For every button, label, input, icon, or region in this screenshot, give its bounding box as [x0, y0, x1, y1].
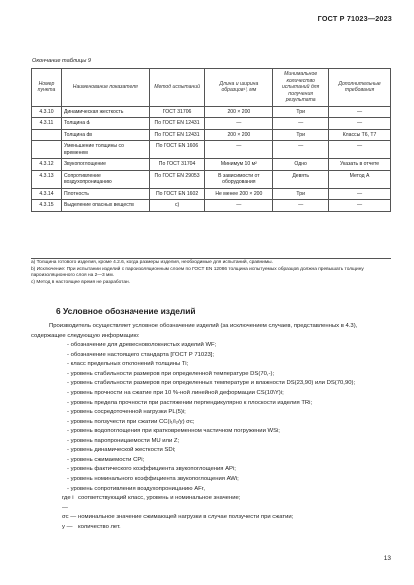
- section-title: 6 Условное обозначение изделий: [56, 306, 196, 316]
- table-row: [32, 141, 391, 159]
- table-cell: Сопротивление воздухопроницанию: [61, 170, 149, 188]
- table-cell: [32, 141, 62, 159]
- legend-row: [31, 513, 391, 523]
- table-cell: Три: [273, 129, 329, 141]
- footnote: b) Исключение: При испытании изделий с пароизоляционным слоем по ГОСТ EN 12086 толщина испытуемых образцов должна превышать толщину пароизоляционного слоя на 2—3 мм.: [31, 266, 364, 279]
- table-cell: —: [329, 188, 391, 200]
- list-item: - уровень предела прочности при растяжении перпендикулярно к плоскости изделия TRi;: [67, 399, 313, 406]
- table-cell: По ГОСТ EN 12431: [149, 118, 205, 130]
- page-header-doc-id: ГОСТ Р 71023—2023: [317, 14, 392, 23]
- legend-symbol: y —: [62, 523, 73, 530]
- table-cell: 4.3.11: [32, 118, 62, 130]
- list-item: - уровень стабильности размеров при определенных температуре и влажности DS(23,90) или DS(70,90);: [67, 380, 356, 387]
- table-cell: 4.3.13: [32, 170, 62, 188]
- list-item: - уровень прочности на сжатие при 10 %-ной линейной деформации CS(10\Y)i;: [67, 389, 284, 396]
- table-cell: Не менее 200 × 200: [205, 188, 273, 200]
- table-cell: Уменьшение толщины со временем: [61, 141, 149, 159]
- table-cell: —: [273, 141, 329, 159]
- legend-row: [31, 523, 391, 533]
- section-intro: Производитель осуществляет условное обозначение изделий (за исключением случаев, представленных в 4.3), содержащее следующую информацию:: [31, 323, 358, 339]
- column-header: Номер пункта: [32, 69, 62, 107]
- list-item: - уровень сосредоточенной нагрузки PL(5)i;: [67, 409, 186, 416]
- table-row: [32, 200, 391, 212]
- table-row: [32, 106, 391, 118]
- table-cell: По ГОСТ 31704: [149, 159, 205, 171]
- footnote: c) Метод в настоящее время не разработан.: [31, 279, 130, 285]
- list-item: - уровень ползучести при сжатии CC(i₁/i₂/y) σc;: [67, 418, 195, 425]
- table-cell: Три: [273, 188, 329, 200]
- legend-text: соответствующий класс, уровень и номинальное значение;: [78, 495, 241, 502]
- table-cell: 4.3.14: [32, 188, 62, 200]
- table-cell: Звукопоглощение: [61, 159, 149, 171]
- footnote: a) Толщина готового изделия, кроме 4.2.6, когда размеры изделия, необходимые для испытаний, сравнимы.: [31, 260, 273, 265]
- table-cell: По ГОСТ EN 12431: [149, 129, 205, 141]
- table-cell: c): [149, 200, 205, 212]
- table-cell: Выделение опасных веществ: [61, 200, 149, 212]
- table-cell: —: [273, 118, 329, 130]
- table-cell: 4.3.15: [32, 200, 62, 212]
- table-cell: Три: [273, 106, 329, 118]
- list-item: - уровень сопротивления воздухопроницанию AFr,: [67, 485, 206, 492]
- table-cell: —: [205, 200, 273, 212]
- table-cell: [32, 129, 62, 141]
- list-item: - уровень водопоглощения при кратковременном частичном погружении WSi;: [67, 428, 280, 435]
- legend-text: номинальное значение сжимающей нагрузки в случае ползучести при сжатии;: [78, 514, 294, 521]
- table-cell: Плотность: [61, 188, 149, 200]
- list-item: - уровень фактического коэффициента звукопоглощения APi;: [67, 466, 236, 473]
- column-header: Длина и ширина образцов¹⁾, мм: [205, 69, 273, 107]
- table-cell: Указать в отчете: [329, 159, 391, 171]
- legend-symbol: где i —: [62, 495, 74, 511]
- table-row: [32, 159, 391, 171]
- table-cell: —: [329, 118, 391, 130]
- list-item: - обозначение для древесноволокнистых изделий WF;: [67, 342, 217, 349]
- table-row: [32, 188, 391, 200]
- table-cell: —: [273, 200, 329, 212]
- table-cell: —: [329, 141, 391, 159]
- table-row: [32, 118, 391, 130]
- specification-table: [31, 68, 391, 212]
- table-cell: 4.3.10: [32, 106, 62, 118]
- table-cell: Динамическая жесткость: [61, 106, 149, 118]
- legend-text: количество лет.: [78, 523, 121, 530]
- table-cell: Метод А: [329, 170, 391, 188]
- list-item: - уровень стабильности размеров при определенной температуре DS(70,-);: [67, 370, 275, 377]
- table-cell: Минимум 10 м²: [205, 159, 273, 171]
- list-item: - уровень сжимаемости CPi;: [67, 456, 145, 463]
- table-cell: Одно: [273, 159, 329, 171]
- table-cell: —: [329, 200, 391, 212]
- legend-symbol: σc —: [62, 514, 77, 521]
- table-footnotes: [31, 258, 391, 286]
- table-cell: Девять: [273, 170, 329, 188]
- table-header-row: [32, 69, 391, 107]
- table-cell: 4.3.12: [32, 159, 62, 171]
- table-caption: Окончание таблицы 9: [32, 58, 92, 64]
- table-cell: По ГОСТ EN 1606: [149, 141, 205, 159]
- table-row: [32, 170, 391, 188]
- table-cell: В зависимости от оборудования: [205, 170, 273, 188]
- table-cell: —: [329, 106, 391, 118]
- table-cell: 200 × 200: [205, 129, 273, 141]
- page-number: 13: [383, 555, 391, 562]
- list-item: - уровень паропроницаемости MU или Z;: [67, 437, 180, 444]
- list-item: - класс предельных отклонений толщины Ti;: [67, 361, 189, 368]
- table-cell: По ГОСТ EN 29053: [149, 170, 205, 188]
- table-cell: —: [205, 118, 273, 130]
- table-row: [32, 129, 391, 141]
- table-cell: Толщина dₗ: [61, 118, 149, 130]
- column-header: Дополнительные требования: [329, 69, 391, 107]
- list-item: - уровень номинального коэффициента звукопоглощения AWi;: [67, 476, 239, 482]
- column-header: Наименование показателя: [61, 69, 149, 107]
- table-cell: По ГОСТ EN 1602: [149, 188, 205, 200]
- table-cell: —: [205, 141, 273, 159]
- legend-row: [31, 494, 391, 513]
- column-header: Метод испытаний: [149, 69, 205, 107]
- table-cell: Классы Т6, Т7: [329, 129, 391, 141]
- list-item: - обозначение настоящего стандарта [ГОСТ Р 71023];: [67, 351, 215, 358]
- table-cell: ГОСТ 31706: [149, 106, 205, 118]
- section-body: [31, 322, 391, 532]
- column-header: Минимальное количество испытаний для получения результата: [273, 69, 329, 107]
- table-cell: 200 × 200: [205, 106, 273, 118]
- list-item: - уровень динамической жесткости SDi;: [67, 447, 176, 454]
- table-cell: Толщина dʙ: [61, 129, 149, 141]
